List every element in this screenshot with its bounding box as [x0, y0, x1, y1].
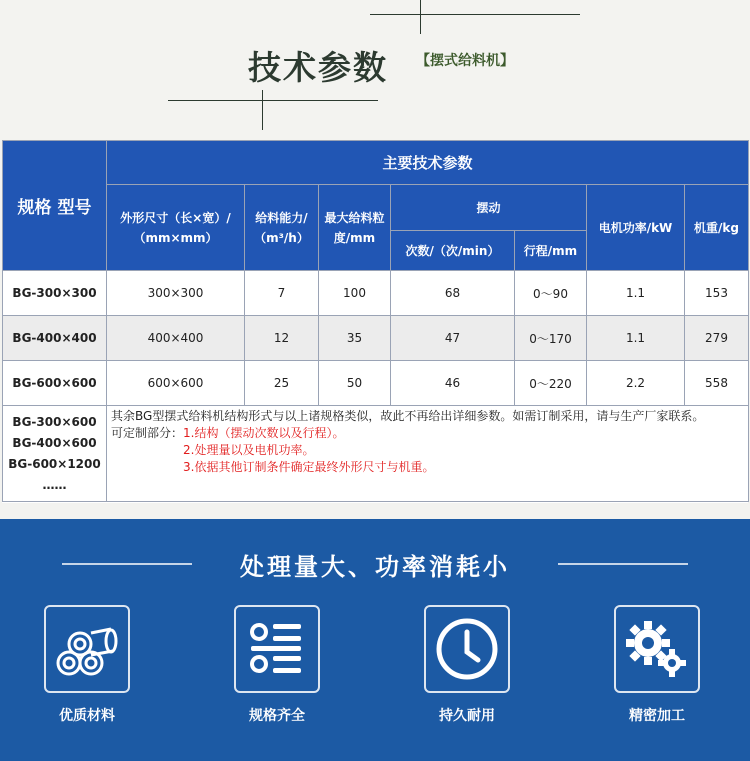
cell-weight: 153: [685, 271, 749, 316]
cell-count: 68: [391, 271, 515, 316]
table-row: [3, 361, 749, 406]
header-main-params: 主要技术参数: [107, 141, 749, 185]
cell-particle: 50: [319, 361, 391, 406]
cell-size: 400×400: [107, 316, 245, 361]
note-text: 其余BG型摆式给料机结构形式与以上诸规格类似，故此不再给出详细参数。如需订制采用，请与生产厂家联系。: [111, 409, 705, 423]
feature-icon-box: [44, 605, 130, 693]
cell-weight: 279: [685, 316, 749, 361]
feature-quality-material: [42, 605, 132, 725]
cell-size: 300×300: [107, 271, 245, 316]
extra-model: BG-400×600: [12, 435, 97, 450]
cell-capacity: 7: [245, 271, 319, 316]
feature-precision: [612, 605, 702, 725]
cell-extra-models: [3, 406, 107, 502]
custom-items: [183, 425, 434, 476]
header-size: 外形尺寸（长×宽）/（mm×mm）: [107, 185, 245, 271]
header-particle: 最大给料粒度/mm: [319, 185, 391, 271]
cell-power: 2.2: [587, 361, 685, 406]
table-row-notes: [3, 406, 749, 502]
cell-notes: [107, 406, 749, 502]
feature-icon-box: [424, 605, 510, 693]
table-row: [3, 271, 749, 316]
spec-table: [2, 140, 749, 502]
cell-size: 600×600: [107, 361, 245, 406]
extra-model: BG-300×600: [12, 414, 97, 429]
custom-label: 可定制部分：: [111, 426, 184, 440]
gears-icon: [624, 619, 690, 679]
cell-model: BG-400×400: [3, 316, 107, 361]
decor-line-bottom: [168, 100, 378, 101]
cell-stroke: 0～170: [515, 316, 587, 361]
features-line-right: [558, 563, 688, 565]
cell-stroke: 0～90: [515, 271, 587, 316]
extra-model: ……: [42, 477, 67, 492]
feature-label: 精密加工: [629, 708, 685, 724]
header-stroke: 行程/mm: [515, 231, 587, 271]
feature-icon-box: [234, 605, 320, 693]
cell-count: 46: [391, 361, 515, 406]
feature-durable: [422, 605, 512, 725]
feature-full-spec: [232, 605, 322, 725]
header-spec-model: 规格 型号: [3, 141, 107, 271]
cell-particle: 35: [319, 316, 391, 361]
header-power: 电机功率/kW: [587, 185, 685, 271]
decor-line-bottom-vertical: [262, 90, 263, 130]
cell-count: 47: [391, 316, 515, 361]
feature-label: 持久耐用: [439, 708, 495, 724]
page-subtitle: 【摆式给料机】: [416, 53, 514, 69]
cell-weight: 558: [685, 361, 749, 406]
feature-icon-box: [614, 605, 700, 693]
cell-model: BG-300×300: [3, 271, 107, 316]
decor-line-top: [370, 14, 580, 15]
custom-item: 2.处理量以及电机功率。: [183, 443, 315, 457]
cell-power: 1.1: [587, 316, 685, 361]
decor-line-top-vertical: [420, 0, 421, 34]
custom-section: [111, 425, 744, 476]
table-row: [3, 316, 749, 361]
features-title: 处理量大、功率消耗小: [240, 553, 510, 581]
feature-label: 规格齐全: [249, 708, 305, 724]
spec-table-container: [2, 140, 748, 503]
features-section: [0, 519, 750, 761]
feature-label: 优质材料: [59, 708, 115, 724]
cell-capacity: 25: [245, 361, 319, 406]
custom-item: 1.结构（摆动次数以及行程）。: [183, 426, 345, 440]
header-swing: 摆动: [391, 185, 587, 231]
custom-item: 3.依据其他订制条件确定最终外形尺寸与机重。: [183, 460, 435, 474]
cell-particle: 100: [319, 271, 391, 316]
header-swing-count: 次数/（次/min）: [391, 231, 515, 271]
header-weight: 机重/kg: [685, 185, 749, 271]
page-title: 技术参数: [248, 48, 388, 87]
cell-stroke: 0～220: [515, 361, 587, 406]
cell-capacity: 12: [245, 316, 319, 361]
cell-model: BG-600×600: [3, 361, 107, 406]
clock-icon: [434, 616, 500, 682]
extra-model: BG-600×1200: [8, 456, 101, 471]
list-icon: [247, 620, 307, 678]
header-capacity: 给料能力/（m³/h）: [245, 185, 319, 271]
cell-power: 1.1: [587, 271, 685, 316]
pipes-icon: [55, 621, 119, 677]
